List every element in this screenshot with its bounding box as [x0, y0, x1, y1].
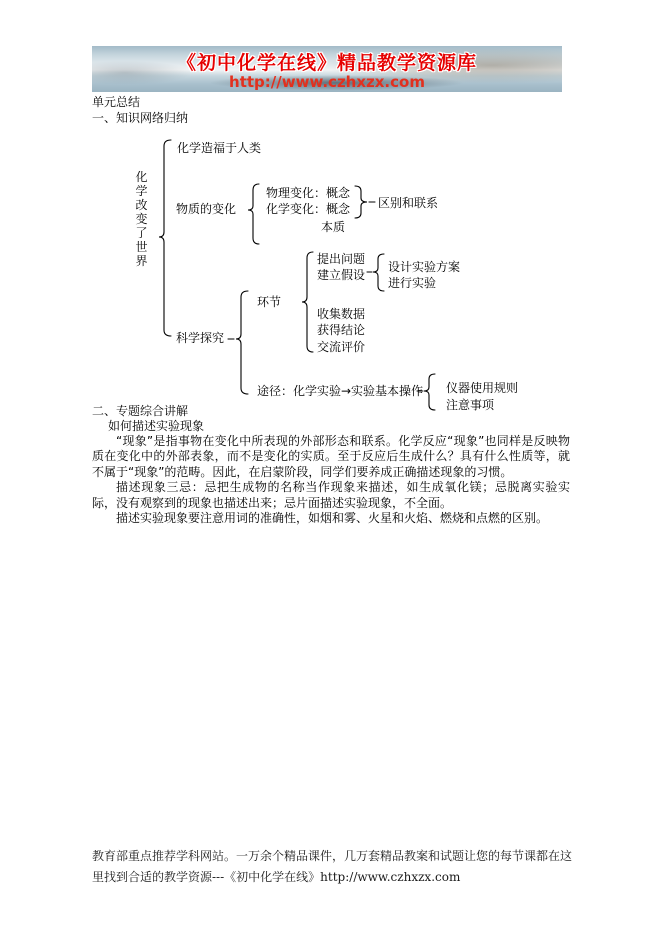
notes-label: 注意事项	[446, 398, 495, 412]
paragraph-wording-accuracy: 描述实验现象要注意用词的准确性，如烟和雾、火星和火焰、燃烧和点燃的区别。	[116, 511, 549, 526]
inquiry-brace	[236, 291, 248, 394]
body-text	[92, 434, 570, 526]
banner-title: 《初中化学在线》精品教学资源库	[176, 51, 477, 74]
do-experiment-label: 进行实验	[388, 276, 437, 290]
banner-url-link[interactable]: http://www.czhxzx.com	[229, 72, 425, 91]
footer-promo	[92, 846, 572, 888]
chemical-change-label: 化学变化：概念	[266, 202, 351, 216]
footer-url-link[interactable]: http://www.czhxzx.com	[320, 870, 461, 884]
footer-text: 教育部重点推荐学科网站。一万余个精品课件，几万套精品教案和试题让您的每节课都在这里找到合适的教学资源---《初中化学在线》	[92, 849, 573, 884]
site-banner-image	[92, 46, 562, 92]
instrument-rules-label: 仪器使用规则	[446, 381, 519, 395]
steps-label: 环节	[257, 295, 282, 309]
physical-change-label: 物理变化：概念	[266, 186, 351, 200]
material-change-brace	[248, 184, 259, 244]
steps-brace	[302, 252, 313, 352]
inquiry-label: 科学探究	[176, 331, 225, 345]
essence-label: 本质	[321, 220, 346, 234]
approach-label: 途径：化学实验→实验基本操作	[257, 384, 424, 398]
draw-conclusion-label: 获得结论	[317, 323, 366, 337]
diff-link-closing-brace	[355, 186, 367, 218]
diff-link-label: 区别和联系	[378, 196, 439, 210]
paragraph-three-taboos: 描述现象三忌：忌把生成物的名称当作现象来描述，如生成氧化镁；忌脱离实验实际，没有观察到的现象也描述出来；忌片面描述实验现象，不全面。	[92, 480, 570, 510]
collect-data-label: 收集数据	[317, 307, 366, 321]
doc-title: 单元总结	[92, 95, 141, 109]
step-question-label: 提出问题	[317, 252, 366, 266]
root-label: 化学改变了世界	[135, 170, 148, 268]
subsection-heading: 如何描述实验现象	[108, 419, 205, 433]
step-hypothesis-label: 建立假设	[317, 268, 366, 282]
root-brace	[159, 140, 171, 336]
branch-benefit-label: 化学造福于人类	[177, 141, 262, 155]
design-plan-label: 设计实验方案	[388, 260, 461, 274]
exchange-evaluate-label: 交流评价	[317, 340, 366, 354]
section1-heading: 一、知识网络归纳	[92, 111, 189, 125]
approach-brace	[424, 374, 435, 410]
branch-change-label: 物质的变化	[176, 202, 237, 216]
section2-heading: 二、专题综合讲解	[92, 404, 189, 418]
hypothesis-sub-brace	[373, 254, 384, 291]
paragraph-phenomenon-definition: “现象”是指事物在变化中所表现的外部形态和联系。化学反应“现象”也同样是反映物质在变化中的外部表象，而不是变化的实质。至于反应后生成什么？具有什么性质等，就不属于“现象”的范畴。因此，在启蒙阶段，同学们要养成正确描述现象的习惯。	[92, 434, 570, 479]
